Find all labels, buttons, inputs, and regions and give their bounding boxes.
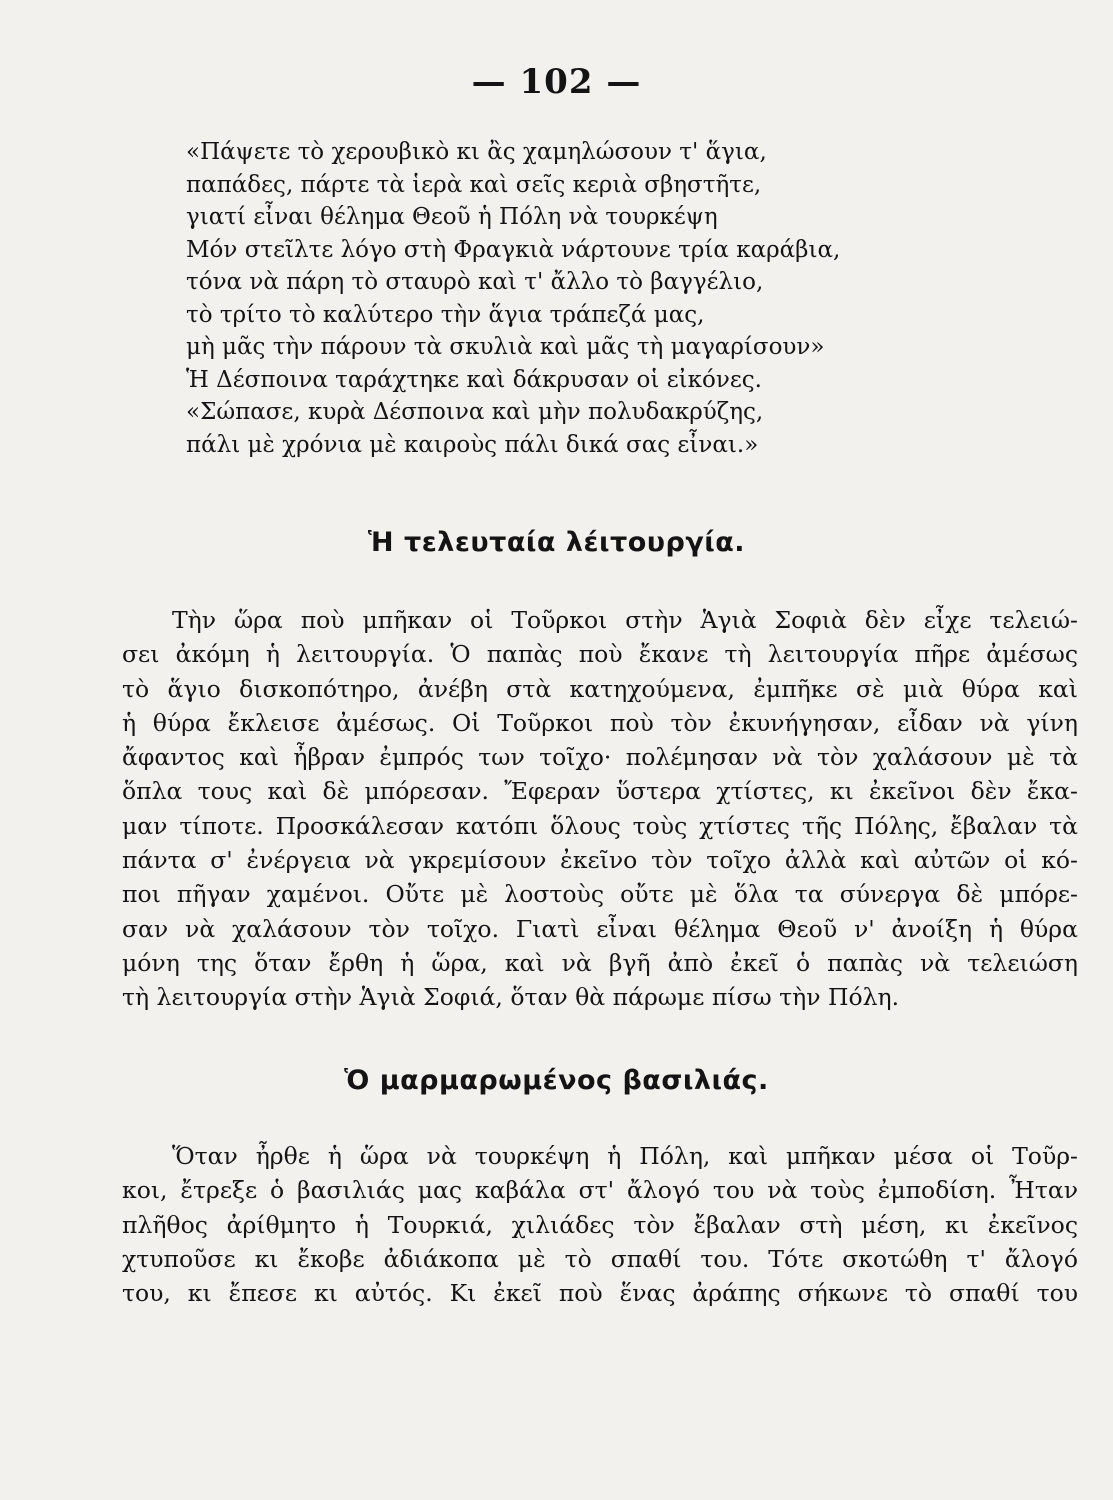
paragraph-line: ὅπλα τους καὶ δὲ μπόρεσαν. Ἔφεραν ὕστερα χτίστες, κι ἐκεῖνοι δὲν ἔκα- (122, 777, 1078, 806)
verse-line: τόνα νὰ πάρη τὸ σταυρὸ καὶ τ' ἄλλο τὸ βαγγέλιο, (186, 269, 764, 295)
verse-line: τὸ τρίτο τὸ καλύτερο τὴν ἅγια τράπεζά μας, (186, 301, 705, 328)
section-heading-marble-king: Ὁ μαρμαρωμένος βασιλιάς. (344, 1065, 769, 1096)
verse-line: Ἡ Δέσποινα ταράχτηκε καὶ δάκρυσαν οἱ εἰκόνες. (186, 366, 762, 393)
verse-line: «Σώπασε, κυρὰ Δέσποινα καὶ μὴν πολυδακρύζης, (186, 399, 764, 425)
paragraph-line: του, κι ἔπεσε κι αὐτός. Κι ἐκεῖ ποὺ ἕνας ἀράπης σήκωνε τὸ σπαθί του (122, 1279, 1078, 1308)
paragraph-line: τὴ λειτουργία στὴν Ἁγιὰ Σοφιά, ὅταν θὰ πάρωμε πίσω τὴν Πόλη. (122, 983, 900, 1012)
paragraph-line: ἡ θύρα ἔκλεισε ἀμέσως. Οἱ Τοῦρκοι ποὺ τὸν ἐκυνήγησαν, εἶδαν νὰ γίνη (122, 708, 1078, 737)
paragraph-line: Ὅταν ἦρθε ἡ ὥρα νὰ τουρκέψη ἡ Πόλη, καὶ μπῆκαν μέσα οἱ Τοῦρ- (172, 1142, 1078, 1170)
paragraph-last-liturgy (122, 603, 1078, 1015)
paragraph-line: τὸ ἅγιο δισκοπότηρο, ἀνέβη στὰ κατηχούμενα, ἐμπῆκε σὲ μιὰ θύρα καὶ (122, 674, 1078, 703)
paragraph-line: ποι πῆγαν χαμένοι. Οὔτε μὲ λοστοὺς οὔτε μὲ ὅλα τα σύνεργα δὲ μπόρε- (122, 880, 1078, 909)
paragraph-line: Τὴν ὥρα ποὺ μπῆκαν οἱ Τοῦρκοι στὴν Ἁγιὰ Σοφιὰ δὲν εἶχε τελειώ- (172, 606, 1078, 634)
verse-line: «Πάψετε τὸ χερουβικὸ κι ἂς χαμηλώσουν τ' ἅγια, (186, 139, 767, 165)
section-heading-last-liturgy: Ἡ τελευταία λέιτουργία. (367, 527, 746, 558)
paragraph-line: σαν νὰ χαλάσουν τὸν τοῖχο. Γιατὶ εἶναι θέλημα Θεοῦ ν' ἀνοίξη ἡ θύρα (122, 914, 1078, 943)
verse-line: παπάδες, πάρτε τὰ ἱερὰ καὶ σεῖς κεριὰ σβηστῆτε, (186, 171, 762, 198)
paragraph-line: μαν τίποτε. Προσκάλεσαν κατόπι ὅλους τοὺς χτίστες τῆς Πόλης, ἔβαλαν τὰ (122, 811, 1078, 840)
paragraph-line: χτυποῦσε κι ἔκοβε ἀδιάκοπα μὲ τὸ σπαθί του. Τότε σκοτώθη τ' ἄλογό (122, 1244, 1078, 1273)
verse-line: γιατί εἶναι θέλημα Θεοῦ ἡ Πόλη νὰ τουρκέψη (186, 204, 718, 230)
paragraph-line: σει ἀκόμη ἡ λειτουργία. Ὁ παπὰς ποὺ ἔκανε τὴ λειτουργία πῆρε ἀμέσως (122, 640, 1078, 669)
verse-line: μὴ μᾶς τὴν πάρουν τὰ σκυλιὰ καὶ μᾶς τὴ μαγαρίσουν» (186, 334, 825, 360)
paragraph-line: κοι, ἔτρεξε ὁ βασιλιάς μας καβάλα στ' ἄλογό του νὰ τοὺς ἐμποδίση. Ἦταν (122, 1176, 1078, 1205)
page-number: — 102 — (471, 62, 642, 102)
verse-line: Μόν στεῖλτε λόγο στὴ Φραγκιὰ νάρτουνε τρία καράβια, (186, 236, 841, 263)
paragraph-line: μόνη της ὅταν ἔρθη ἡ ὥρα, καὶ νὰ βγῆ ἀπὸ ἐκεῖ ὁ παπὰς νὰ τελειώση (122, 948, 1078, 977)
verse-block (186, 136, 906, 461)
verse-line: πάλι μὲ χρόνια μὲ καιροὺς πάλι δικά σας εἶναι.» (186, 431, 759, 458)
paragraph-marble-king (122, 1139, 1078, 1310)
paragraph-line: ἄφαντος καὶ ἦβραν ἐμπρός των τοῖχο· πολέμησαν νὰ τὸν χαλάσουν μὲ τὰ (122, 743, 1078, 772)
paragraph-line: πάντα σ' ἐνέργεια νὰ γκρεμίσουν ἐκεῖνο τὸν τοῖχο ἀλλὰ καὶ αὐτῶν οἱ κό- (122, 846, 1078, 875)
paragraph-line: πλῆθος ἀρίθμητο ἡ Τουρκιά, χιλιάδες τὸν ἔβαλαν στὴ μέση, κι ἐκεῖνος (122, 1210, 1078, 1239)
